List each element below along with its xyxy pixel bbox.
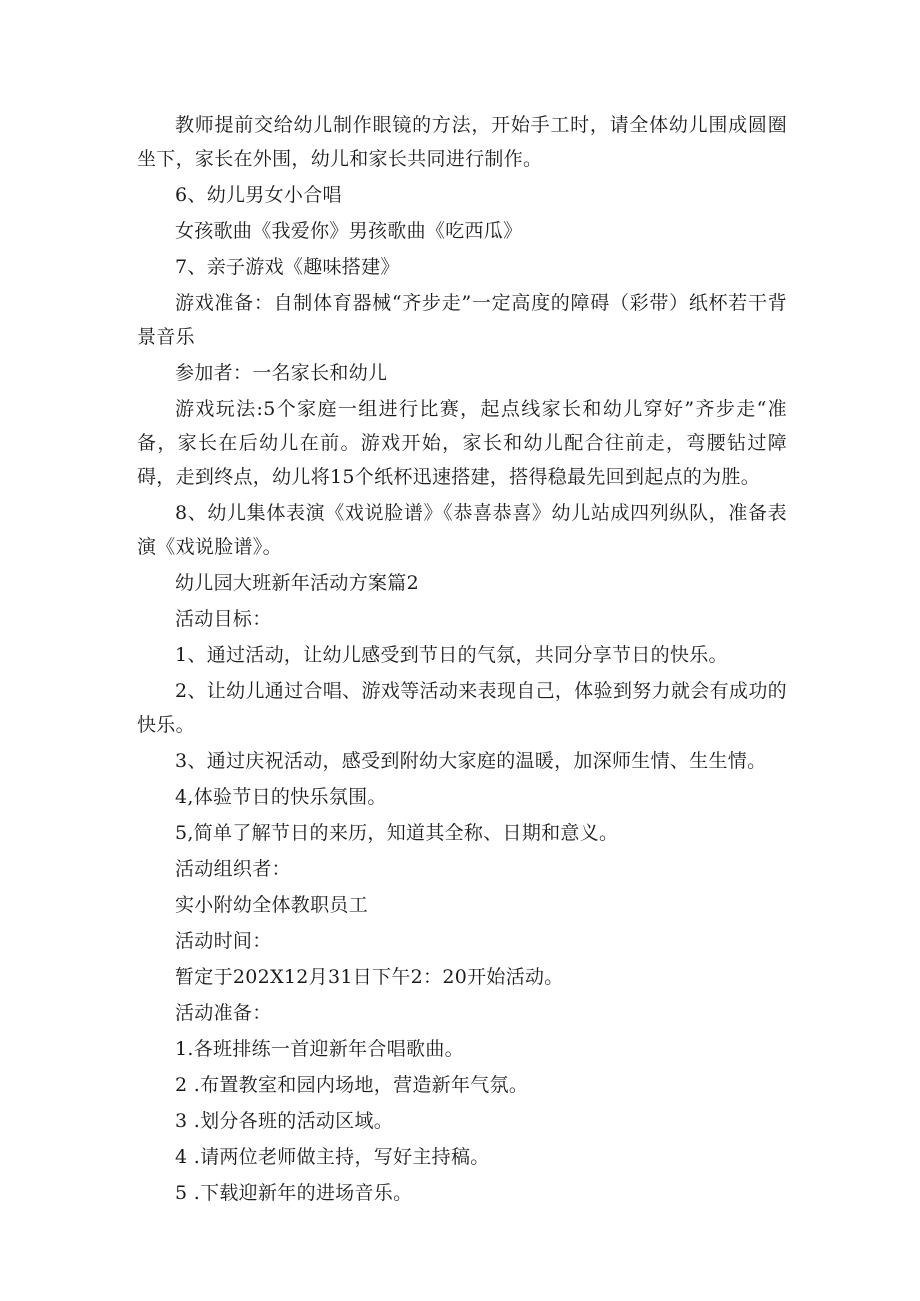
heading-activity-goals: 活动目标： bbox=[175, 608, 272, 630]
goal-item-2: 2、让幼儿通过合唱、游戏等活动来表现自己，体验到努力就会有成功的快乐。 bbox=[137, 680, 787, 736]
heading-organizers: 活动组织者： bbox=[175, 858, 291, 880]
preparation-item-4: 4 .请两位老师做主持，写好主持稿。 bbox=[175, 1146, 490, 1168]
organizers-value: 实小附幼全体教职员工 bbox=[175, 894, 369, 916]
section-title-plan-2: 幼儿园大班新年活动方案篇2 bbox=[175, 572, 419, 594]
paragraph-chorus-heading: 6、幼儿男女小合唱 bbox=[175, 184, 342, 206]
goal-item-1: 1、通过活动，让幼儿感受到节日的气氛，共同分享节日的快乐。 bbox=[175, 644, 728, 666]
goal-item-5: 5,简单了解节日的来历，知道其全称、日期和意义。 bbox=[175, 822, 619, 844]
preparation-item-5: 5 .下载迎新年的进场音乐。 bbox=[175, 1182, 413, 1204]
goal-item-3: 3、通过庆祝活动，感受到附幼大家庭的温暖，加深师生情、生生情。 bbox=[175, 750, 767, 772]
document-page bbox=[137, 108, 787, 1212]
paragraph-glasses-making: 教师提前交给幼儿制作眼镜的方法，开始手工时，请全体幼儿围成圆圈坐下，家长在外围，幼儿和家长共同进行制作。 bbox=[137, 114, 787, 170]
preparation-item-1: 1.各班排练一首迎新年合唱歌曲。 bbox=[175, 1038, 464, 1060]
paragraph-game-rules: 游戏玩法:5个家庭一组进行比赛，起点线家长和幼儿穿好”齐步走“准备，家长在后幼儿在前。游戏开始，家长和幼儿配合往前走，弯腰钻过障碍，走到终点，幼儿将15个纸杯迅速搭建，搭得稳最先回到起点的为胜。 bbox=[137, 398, 787, 488]
paragraph-game-heading: 7、亲子游戏《趣味搭建》 bbox=[175, 256, 400, 278]
heading-activity-time: 活动时间： bbox=[175, 930, 272, 952]
goal-item-4: 4,体验节日的快乐氛围。 bbox=[175, 786, 387, 808]
paragraph-performance: 8、幼儿集体表演《戏说脸谱》《恭喜恭喜》幼儿站成四列纵队，准备表演《戏说脸谱》。 bbox=[137, 502, 787, 558]
paragraph-participants: 参加者：一名家长和幼儿 bbox=[175, 362, 388, 384]
paragraph-chorus-songs: 女孩歌曲《我爱你》男孩歌曲《吃西瓜》 bbox=[175, 220, 523, 242]
activity-time-value: 暂定于202X12月31日下午2：20开始活动。 bbox=[175, 966, 564, 988]
heading-preparation: 活动准备： bbox=[175, 1002, 272, 1024]
preparation-item-3: 3 .划分各班的活动区域。 bbox=[175, 1110, 394, 1132]
preparation-item-2: 2 .布置教室和园内场地，营造新年气氛。 bbox=[175, 1074, 529, 1096]
paragraph-game-preparation: 游戏准备：自制体育器械“齐步走”一定高度的障碍（彩带）纸杯若干背景音乐 bbox=[137, 292, 787, 348]
